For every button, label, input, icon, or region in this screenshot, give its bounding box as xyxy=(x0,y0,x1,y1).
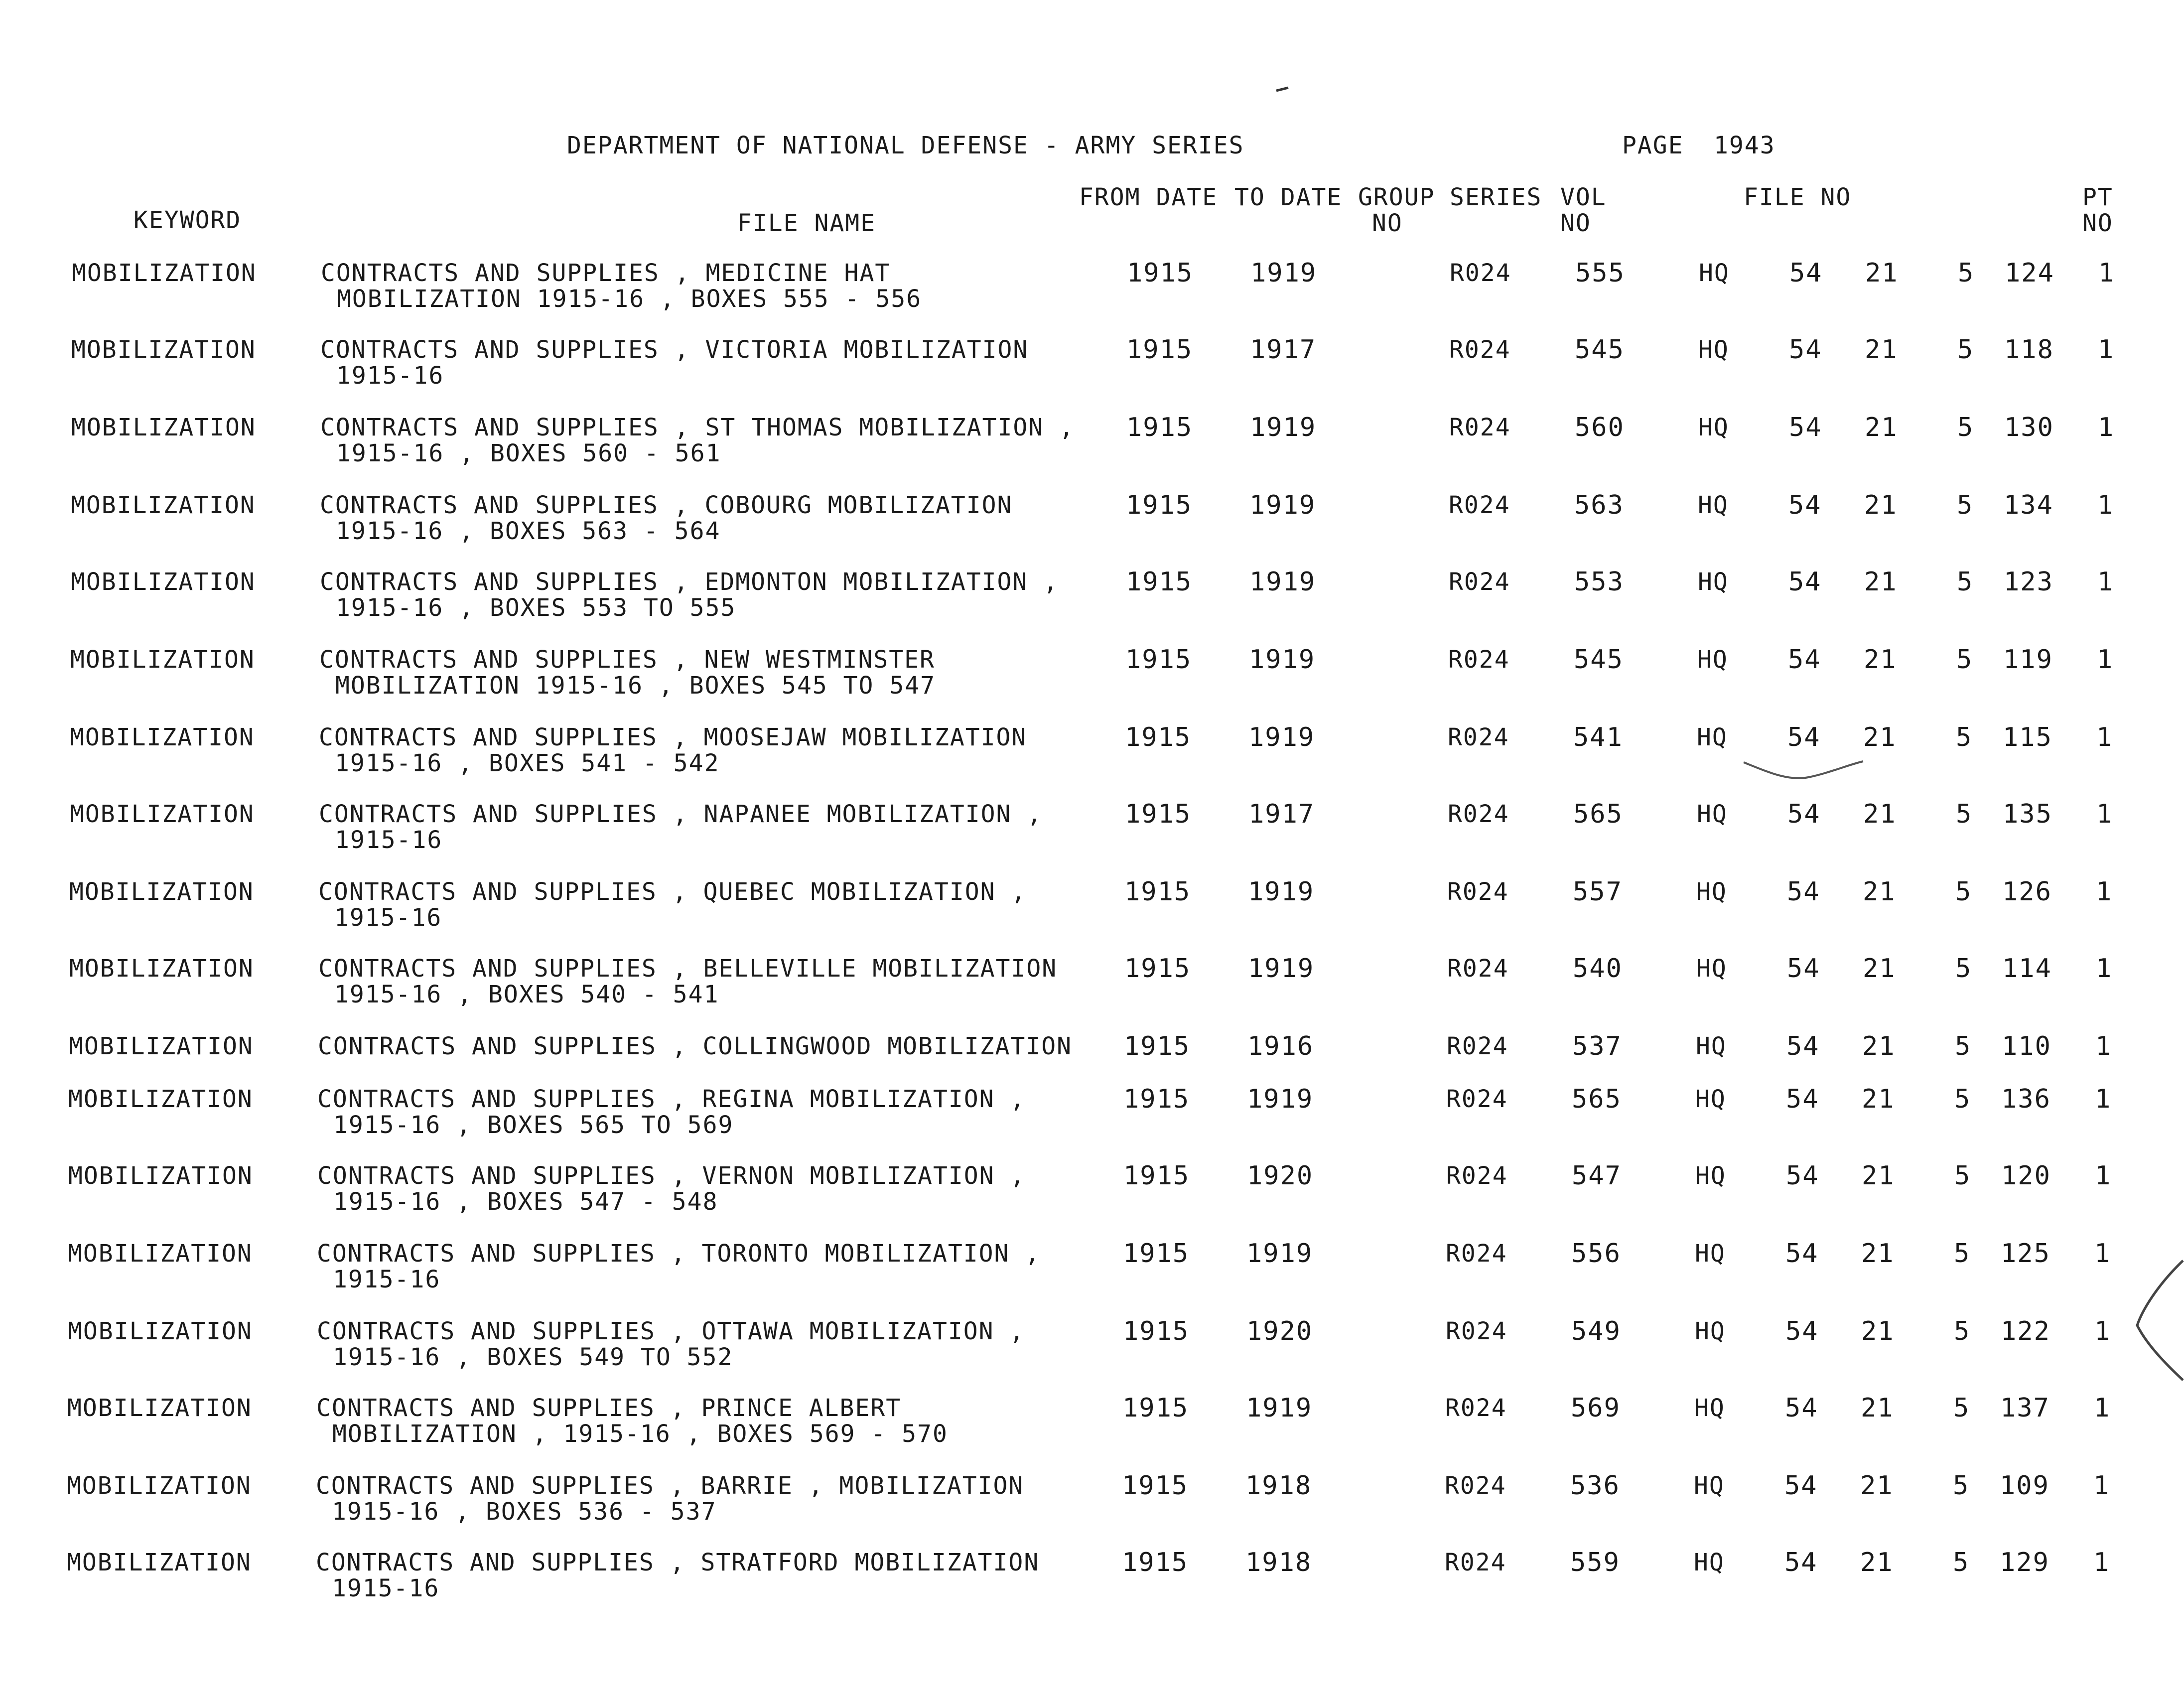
row-pt-no: 1 xyxy=(2095,1031,2112,1061)
row-file-name-line1: CONTRACTS AND SUPPLIES , COBOURG MOBILIZATION xyxy=(320,491,1013,519)
row-to-date: 1919 xyxy=(1247,1084,1314,1114)
row-vol-no: 563 xyxy=(1574,490,1624,520)
row-vol-no: 559 xyxy=(1570,1548,1620,1577)
row-file-part-1: 54 xyxy=(1787,877,1820,907)
row-series: R024 xyxy=(1446,1162,1508,1190)
row-file-name-line2: 1915-16 xyxy=(334,904,442,932)
row-keyword: MOBILIZATION xyxy=(68,1240,253,1268)
row-pt-no: 1 xyxy=(2098,335,2115,365)
row-file-name-line1: CONTRACTS AND SUPPLIES , MEDICINE HAT xyxy=(321,259,891,287)
row-pt-no: 1 xyxy=(2094,1239,2111,1269)
row-keyword: MOBILIZATION xyxy=(71,414,256,441)
row-file-name-line1: CONTRACTS AND SUPPLIES , BARRIE , MOBILIZATION xyxy=(316,1472,1024,1500)
row-vol-no: 545 xyxy=(1574,645,1624,675)
row-from-date: 1915 xyxy=(1123,1084,1190,1114)
row-file-part-4: 109 xyxy=(2000,1471,2049,1501)
row-to-date: 1917 xyxy=(1250,335,1317,365)
row-file-part-2: 21 xyxy=(1863,877,1896,907)
row-file-part-4: 122 xyxy=(2001,1316,2050,1346)
row-to-date: 1919 xyxy=(1246,1239,1313,1269)
row-from-date: 1915 xyxy=(1125,799,1192,829)
row-file-prefix: HQ xyxy=(1699,259,1730,287)
row-file-part-3: 5 xyxy=(1953,1393,1970,1423)
row-from-date: 1915 xyxy=(1123,1239,1190,1269)
row-series: R024 xyxy=(1447,1032,1508,1060)
row-keyword: MOBILIZATION xyxy=(70,646,255,674)
row-pt-no: 1 xyxy=(2096,799,2113,829)
column-header-group: GROUP xyxy=(1358,183,1435,211)
row-file-name-line1: CONTRACTS AND SUPPLIES , EDMONTON MOBILIZATION , xyxy=(320,568,1059,596)
row-file-name-line2: 1915-16 , BOXES 563 - 564 xyxy=(336,517,721,545)
row-file-part-4: 126 xyxy=(2002,877,2052,907)
row-file-part-3: 5 xyxy=(1953,1471,1970,1501)
row-keyword: MOBILIZATION xyxy=(69,955,254,983)
row-file-name-line1: CONTRACTS AND SUPPLIES , TORONTO MOBILIZATION , xyxy=(317,1240,1041,1268)
row-file-prefix: HQ xyxy=(1695,1317,1726,1345)
row-file-name-line2: 1915-16 , BOXES 565 TO 569 xyxy=(333,1111,734,1139)
column-header-file-name: FILE NAME xyxy=(737,209,876,237)
row-from-date: 1915 xyxy=(1127,258,1194,288)
column-header-series: SERIES xyxy=(1450,183,1542,211)
page-label: PAGE xyxy=(1622,132,1684,159)
row-file-name-line1: CONTRACTS AND SUPPLIES , VERNON MOBILIZATION , xyxy=(317,1162,1026,1190)
row-file-part-1: 54 xyxy=(1788,567,1822,597)
row-file-part-2: 21 xyxy=(1860,1548,1894,1577)
row-file-prefix: HQ xyxy=(1696,1032,1727,1060)
row-from-date: 1915 xyxy=(1123,1161,1190,1191)
column-header-keyword: KEYWORD xyxy=(134,206,242,234)
row-file-name-line2: 1915-16 , BOXES 549 TO 552 xyxy=(333,1343,733,1371)
row-to-date: 1919 xyxy=(1249,645,1316,675)
row-pt-no: 1 xyxy=(2093,1471,2110,1501)
row-to-date: 1919 xyxy=(1249,567,1316,597)
row-keyword: MOBILIZATION xyxy=(69,878,254,906)
column-header-pt: PT xyxy=(2082,183,2113,211)
row-series: R024 xyxy=(1449,414,1511,441)
row-pt-no: 1 xyxy=(2095,1161,2112,1191)
row-to-date: 1916 xyxy=(1247,1031,1314,1061)
row-file-part-1: 54 xyxy=(1789,413,1822,442)
row-file-part-3: 5 xyxy=(1954,1316,1971,1346)
row-vol-no: 565 xyxy=(1573,799,1623,829)
row-file-part-4: 119 xyxy=(2003,645,2053,675)
row-series: R024 xyxy=(1448,723,1509,751)
row-file-part-2: 21 xyxy=(1864,567,1898,597)
row-file-part-3: 5 xyxy=(1957,490,1974,520)
row-file-part-3: 5 xyxy=(1956,799,1973,829)
row-vol-no: 555 xyxy=(1575,258,1625,288)
row-file-prefix: HQ xyxy=(1694,1394,1725,1422)
row-keyword: MOBILIZATION xyxy=(71,336,256,364)
column-header-file-no: FILE NO xyxy=(1744,183,1852,211)
row-file-part-2: 21 xyxy=(1864,490,1898,520)
row-pt-no: 1 xyxy=(2094,1393,2111,1423)
row-vol-no: 537 xyxy=(1572,1031,1622,1061)
row-file-part-1: 54 xyxy=(1784,1548,1818,1577)
row-pt-no: 1 xyxy=(2097,567,2114,597)
row-file-part-4: 114 xyxy=(2002,954,2052,984)
row-keyword: MOBILIZATION xyxy=(68,1085,253,1113)
row-vol-no: 553 xyxy=(1574,567,1624,597)
row-file-part-2: 21 xyxy=(1861,1239,1895,1269)
row-vol-no: 541 xyxy=(1573,722,1623,752)
row-file-name-line2: 1915-16 xyxy=(335,826,443,854)
column-header-vol-no: NO xyxy=(1560,209,1591,237)
row-from-date: 1915 xyxy=(1124,1031,1191,1061)
row-file-part-2: 21 xyxy=(1862,1084,1895,1114)
row-pt-no: 1 xyxy=(2096,877,2113,907)
row-from-date: 1915 xyxy=(1124,954,1191,984)
row-from-date: 1915 xyxy=(1124,877,1191,907)
row-file-part-3: 5 xyxy=(1958,258,1975,288)
row-keyword: MOBILIZATION xyxy=(67,1549,252,1576)
row-to-date: 1920 xyxy=(1247,1161,1314,1191)
row-file-part-2: 21 xyxy=(1863,799,1897,829)
row-file-part-4: 124 xyxy=(2005,258,2054,288)
column-header-pt-no: NO xyxy=(2082,209,2113,237)
row-file-name-line2: 1915-16 xyxy=(336,362,444,390)
row-file-prefix: HQ xyxy=(1694,1472,1725,1500)
row-from-date: 1915 xyxy=(1125,645,1192,675)
row-series: R024 xyxy=(1447,878,1509,906)
row-file-prefix: HQ xyxy=(1697,723,1728,751)
row-series: R024 xyxy=(1449,336,1511,364)
row-vol-no: 556 xyxy=(1571,1239,1621,1269)
row-file-part-3: 5 xyxy=(1954,1084,1971,1114)
row-file-part-1: 54 xyxy=(1785,1316,1819,1346)
row-file-prefix: HQ xyxy=(1695,1162,1726,1190)
row-keyword: MOBILIZATION xyxy=(69,1032,254,1060)
row-from-date: 1915 xyxy=(1122,1393,1189,1423)
row-from-date: 1915 xyxy=(1123,1316,1190,1346)
row-from-date: 1915 xyxy=(1126,413,1193,442)
row-pt-no: 1 xyxy=(2097,490,2114,520)
row-file-name-line1: CONTRACTS AND SUPPLIES , NEW WESTMINSTER xyxy=(319,646,935,674)
row-series: R024 xyxy=(1446,1240,1507,1268)
row-file-part-1: 54 xyxy=(1785,1393,1818,1423)
row-file-part-4: 120 xyxy=(2001,1161,2051,1191)
margin-mark xyxy=(2127,1256,2184,1385)
row-file-part-3: 5 xyxy=(1954,1161,1971,1191)
row-file-part-4: 118 xyxy=(2004,335,2054,365)
row-file-part-4: 137 xyxy=(2000,1393,2050,1423)
row-file-name-line1: CONTRACTS AND SUPPLIES , MOOSEJAW MOBILIZATION xyxy=(319,723,1027,751)
row-file-name-line1: CONTRACTS AND SUPPLIES , REGINA MOBILIZATION , xyxy=(317,1085,1026,1113)
row-file-prefix: HQ xyxy=(1698,336,1729,364)
row-to-date: 1918 xyxy=(1245,1471,1312,1501)
row-to-date: 1919 xyxy=(1249,490,1316,520)
row-series: R024 xyxy=(1445,1472,1506,1500)
row-file-part-2: 21 xyxy=(1865,413,1898,442)
row-file-name-line1: CONTRACTS AND SUPPLIES , NAPANEE MOBILIZATION , xyxy=(319,800,1043,828)
row-file-part-2: 21 xyxy=(1865,258,1899,288)
row-to-date: 1919 xyxy=(1248,877,1315,907)
row-file-prefix: HQ xyxy=(1698,414,1729,441)
row-pt-no: 1 xyxy=(2096,722,2113,752)
row-keyword: MOBILIZATION xyxy=(72,259,257,287)
row-file-name-line2: 1915-16 , BOXES 540 - 541 xyxy=(334,981,719,1008)
row-file-part-1: 54 xyxy=(1788,490,1822,520)
row-file-part-3: 5 xyxy=(1957,413,1974,442)
row-pt-no: 1 xyxy=(2098,413,2115,442)
row-file-name-line2: 1915-16 xyxy=(332,1574,440,1602)
row-keyword: MOBILIZATION xyxy=(71,568,256,596)
row-file-prefix: HQ xyxy=(1696,955,1727,983)
row-to-date: 1920 xyxy=(1246,1316,1313,1346)
row-file-part-3: 5 xyxy=(1957,335,1974,365)
row-from-date: 1915 xyxy=(1126,567,1193,597)
row-file-prefix: HQ xyxy=(1697,646,1728,674)
row-file-part-2: 21 xyxy=(1864,645,1897,675)
column-header-from-date: FROM DATE xyxy=(1079,183,1218,211)
row-file-part-1: 54 xyxy=(1789,335,1822,365)
row-series: R024 xyxy=(1449,491,1510,519)
row-file-part-1: 54 xyxy=(1784,1471,1818,1501)
row-file-part-1: 54 xyxy=(1789,258,1823,288)
row-file-name-line2: 1915-16 xyxy=(333,1266,441,1293)
row-file-part-4: 110 xyxy=(2002,1031,2051,1061)
page-number: 1943 xyxy=(1714,132,1775,159)
row-pt-no: 1 xyxy=(2095,1084,2112,1114)
row-file-prefix: HQ xyxy=(1698,491,1729,519)
row-from-date: 1915 xyxy=(1122,1471,1189,1501)
row-file-part-3: 5 xyxy=(1955,1031,1972,1061)
row-file-name-line2: 1915-16 , BOXES 560 - 561 xyxy=(336,439,721,467)
column-header-group-no: NO xyxy=(1372,209,1403,237)
pen-stroke-mark xyxy=(1739,752,1868,787)
document-title: DEPARTMENT OF NATIONAL DEFENSE - ARMY SERIES xyxy=(567,132,1244,159)
row-vol-no: 540 xyxy=(1573,954,1623,984)
row-file-part-4: 130 xyxy=(2004,413,2054,442)
row-file-part-4: 125 xyxy=(2001,1239,2050,1269)
column-header-vol: VOL xyxy=(1560,183,1607,211)
row-file-name-line2: 1915-16 , BOXES 536 - 537 xyxy=(332,1498,717,1526)
row-file-part-1: 54 xyxy=(1787,799,1821,829)
row-file-prefix: HQ xyxy=(1695,1085,1726,1113)
row-keyword: MOBILIZATION xyxy=(71,491,256,519)
row-vol-no: 569 xyxy=(1571,1393,1621,1423)
row-file-part-4: 129 xyxy=(2000,1548,2049,1577)
row-keyword: MOBILIZATION xyxy=(70,800,255,828)
row-file-part-1: 54 xyxy=(1787,954,1820,984)
row-file-prefix: HQ xyxy=(1694,1549,1725,1576)
row-file-name-line2: 1915-16 , BOXES 541 - 542 xyxy=(335,749,720,777)
row-file-part-3: 5 xyxy=(1955,877,1972,907)
row-series: R024 xyxy=(1445,1549,1506,1576)
row-file-part-3: 5 xyxy=(1954,1239,1971,1269)
row-file-name-line1: CONTRACTS AND SUPPLIES , VICTORIA MOBILIZATION xyxy=(320,336,1029,364)
row-file-part-1: 54 xyxy=(1787,722,1821,752)
row-keyword: MOBILIZATION xyxy=(67,1394,252,1422)
row-keyword: MOBILIZATION xyxy=(68,1162,253,1190)
column-header-to-date: TO DATE xyxy=(1234,183,1343,211)
row-file-name-line1: CONTRACTS AND SUPPLIES , STRATFORD MOBILIZATION xyxy=(316,1549,1040,1576)
row-keyword: MOBILIZATION xyxy=(70,723,255,751)
row-pt-no: 1 xyxy=(2097,645,2114,675)
row-file-part-4: 136 xyxy=(2001,1084,2051,1114)
row-file-name-line1: CONTRACTS AND SUPPLIES , PRINCE ALBERT xyxy=(316,1394,902,1422)
row-file-part-2: 21 xyxy=(1863,954,1896,984)
row-file-part-1: 54 xyxy=(1788,645,1821,675)
row-file-prefix: HQ xyxy=(1697,800,1728,828)
row-file-part-4: 115 xyxy=(2003,722,2052,752)
row-pt-no: 1 xyxy=(2093,1548,2110,1577)
row-file-part-1: 54 xyxy=(1785,1239,1819,1269)
row-file-part-4: 135 xyxy=(2003,799,2052,829)
row-file-part-3: 5 xyxy=(1956,645,1973,675)
row-file-name-line2: MOBILIZATION 1915-16 , BOXES 555 - 556 xyxy=(337,285,922,313)
row-from-date: 1915 xyxy=(1126,335,1193,365)
row-file-part-2: 21 xyxy=(1862,1031,1896,1061)
row-vol-no: 545 xyxy=(1575,335,1625,365)
row-vol-no: 547 xyxy=(1572,1161,1622,1191)
row-to-date: 1919 xyxy=(1250,258,1317,288)
row-to-date: 1919 xyxy=(1246,1393,1313,1423)
row-keyword: MOBILIZATION xyxy=(67,1472,252,1500)
row-file-name-line2: 1915-16 , BOXES 547 - 548 xyxy=(333,1188,718,1216)
row-to-date: 1917 xyxy=(1248,799,1315,829)
row-from-date: 1915 xyxy=(1122,1548,1189,1577)
row-file-part-3: 5 xyxy=(1953,1548,1970,1577)
row-from-date: 1915 xyxy=(1126,490,1193,520)
row-file-name-line2: MOBILIZATION , 1915-16 , BOXES 569 - 570 xyxy=(332,1420,948,1448)
row-file-part-2: 21 xyxy=(1861,1393,1894,1423)
row-vol-no: 536 xyxy=(1570,1471,1620,1501)
row-file-name-line1: CONTRACTS AND SUPPLIES , BELLEVILLE MOBILIZATION xyxy=(318,955,1058,983)
row-file-part-3: 5 xyxy=(1956,722,1973,752)
row-file-prefix: HQ xyxy=(1698,568,1729,596)
speck-mark xyxy=(1275,85,1290,95)
row-series: R024 xyxy=(1448,800,1509,828)
row-file-part-4: 123 xyxy=(2004,567,2053,597)
row-series: R024 xyxy=(1447,955,1509,983)
row-file-prefix: HQ xyxy=(1696,878,1727,906)
row-file-name-line2: 1915-16 , BOXES 553 TO 555 xyxy=(336,594,736,622)
row-keyword: MOBILIZATION xyxy=(68,1317,253,1345)
row-series: R024 xyxy=(1446,1317,1507,1345)
row-vol-no: 565 xyxy=(1572,1084,1622,1114)
row-file-part-3: 5 xyxy=(1957,567,1974,597)
row-to-date: 1918 xyxy=(1245,1548,1312,1577)
row-vol-no: 557 xyxy=(1573,877,1623,907)
row-to-date: 1919 xyxy=(1248,954,1315,984)
row-file-part-2: 21 xyxy=(1865,335,1898,365)
row-file-part-3: 5 xyxy=(1955,954,1972,984)
row-to-date: 1919 xyxy=(1250,413,1317,442)
row-pt-no: 1 xyxy=(2098,258,2115,288)
row-file-part-2: 21 xyxy=(1860,1471,1894,1501)
row-file-name-line2: MOBILIZATION 1915-16 , BOXES 545 TO 547 xyxy=(335,672,936,700)
row-file-part-2: 21 xyxy=(1863,722,1897,752)
row-series: R024 xyxy=(1448,646,1510,674)
row-file-part-1: 54 xyxy=(1786,1031,1820,1061)
row-series: R024 xyxy=(1449,568,1510,596)
row-file-part-2: 21 xyxy=(1861,1316,1895,1346)
row-file-part-1: 54 xyxy=(1786,1084,1819,1114)
row-file-name-line1: CONTRACTS AND SUPPLIES , COLLINGWOOD MOBILIZATION xyxy=(318,1032,1073,1060)
row-vol-no: 549 xyxy=(1571,1316,1621,1346)
row-to-date: 1919 xyxy=(1248,722,1315,752)
row-file-part-1: 54 xyxy=(1786,1161,1819,1191)
row-series: R024 xyxy=(1450,259,1511,287)
row-file-prefix: HQ xyxy=(1695,1240,1726,1268)
row-file-name-line1: CONTRACTS AND SUPPLIES , ST THOMAS MOBILIZATION , xyxy=(320,414,1075,441)
row-from-date: 1915 xyxy=(1125,722,1192,752)
row-file-name-line1: CONTRACTS AND SUPPLIES , OTTAWA MOBILIZATION , xyxy=(317,1317,1025,1345)
row-series: R024 xyxy=(1446,1085,1508,1113)
row-file-part-4: 134 xyxy=(2004,490,2053,520)
row-file-name-line1: CONTRACTS AND SUPPLIES , QUEBEC MOBILIZATION , xyxy=(318,878,1027,906)
row-vol-no: 560 xyxy=(1575,413,1625,442)
row-file-part-2: 21 xyxy=(1862,1161,1895,1191)
row-pt-no: 1 xyxy=(2094,1316,2111,1346)
row-series: R024 xyxy=(1445,1394,1507,1422)
row-pt-no: 1 xyxy=(2096,954,2113,984)
